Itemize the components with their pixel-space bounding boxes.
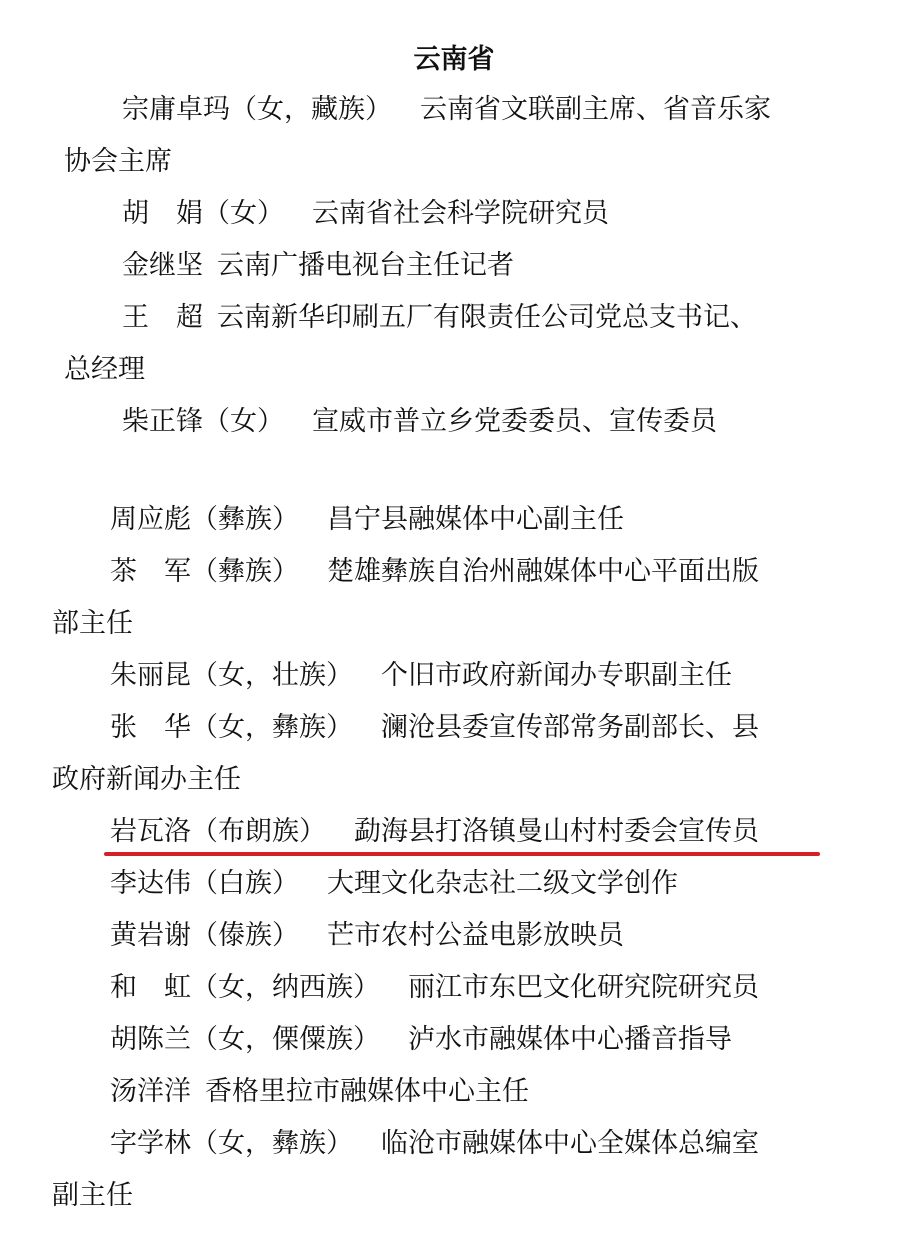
entry-name: 周应彪（彝族） [110,504,299,535]
entry-post: 昌宁县融媒体中心副主任 [327,504,624,535]
entry-name: 黄岩谢（傣族） [110,920,299,951]
entry-3 [0,240,514,292]
entry-name: 胡 娟（女） [122,198,284,229]
entry-2 [0,188,609,240]
entry-name: 金继坚 [122,250,203,281]
entry-post: 楚雄彝族自治州融媒体中心平面出版 [327,556,759,587]
entry-post: 勐海县打洛镇曼山村村委会宣传员 [354,816,759,847]
entry-7 [0,546,759,650]
entry-post-continuation: 总经理 [64,354,145,385]
entry-13 [0,962,759,1014]
entry-post: 丽江市东巴文化研究院研究员 [408,972,759,1003]
entry-name: 朱丽昆（女，壮族） [110,660,353,691]
entry-post: 宣威市普立乡党委委员、宣传委员 [312,406,717,437]
entry-name: 宗庸卓玛（女，藏族） [122,94,392,125]
entry-1 [0,84,771,188]
entry-post: 泸水市融媒体中心播音指导 [408,1024,732,1055]
entry-post: 云南省文联副主席、省音乐家 [420,94,771,125]
entry-12 [0,910,624,962]
entry-name: 张 华（女，彝族） [110,712,353,743]
entry-6 [0,494,624,546]
entry-post: 临沧市融媒体中心全媒体总编室 [381,1128,759,1159]
entry-post-continuation: 部主任 [52,608,133,639]
entry-16 [0,1118,759,1222]
highlight-underline [104,852,820,856]
entry-5 [0,396,717,448]
entry-post: 个旧市政府新闻办专职副主任 [381,660,732,691]
entry-post-continuation: 副主任 [52,1180,133,1211]
entry-name: 胡陈兰（女，傈僳族） [110,1024,380,1055]
entry-post: 芒市农村公益电影放映员 [327,920,624,951]
entry-11 [0,858,678,910]
entry-name: 岩瓦洛（布朗族） [110,816,326,847]
entry-post: 澜沧县委宣传部常务副部长、县 [381,712,759,743]
province-title: 云南省 [413,44,495,75]
entry-name: 和 虹（女，纳西族） [110,972,380,1003]
entry-post: 云南新华印刷五厂有限责任公司党总支书记、 [217,302,757,333]
entry-post-continuation: 政府新闻办主任 [52,764,241,795]
entry-name: 茶 军（彝族） [110,556,299,587]
entry-name: 字学林（女，彝族） [110,1128,353,1159]
entry-post: 云南广播电视台主任记者 [217,250,514,281]
entry-name: 李达伟（白族） [110,868,299,899]
entry-4 [0,292,757,396]
entry-name: 汤洋洋 [110,1076,191,1107]
entry-14 [0,1014,732,1066]
entry-9 [0,702,759,806]
entry-post: 大理文化杂志社二级文学创作 [327,868,678,899]
entry-10 [0,806,759,858]
entry-name: 柴正锋（女） [122,406,284,437]
entry-8 [0,650,732,702]
entry-post: 香格里拉市融媒体中心主任 [205,1076,529,1107]
entry-15 [0,1066,529,1118]
entry-post: 云南省社会科学院研究员 [312,198,609,229]
entry-post-continuation: 协会主席 [64,146,172,177]
entry-name: 王 超 [122,302,203,333]
